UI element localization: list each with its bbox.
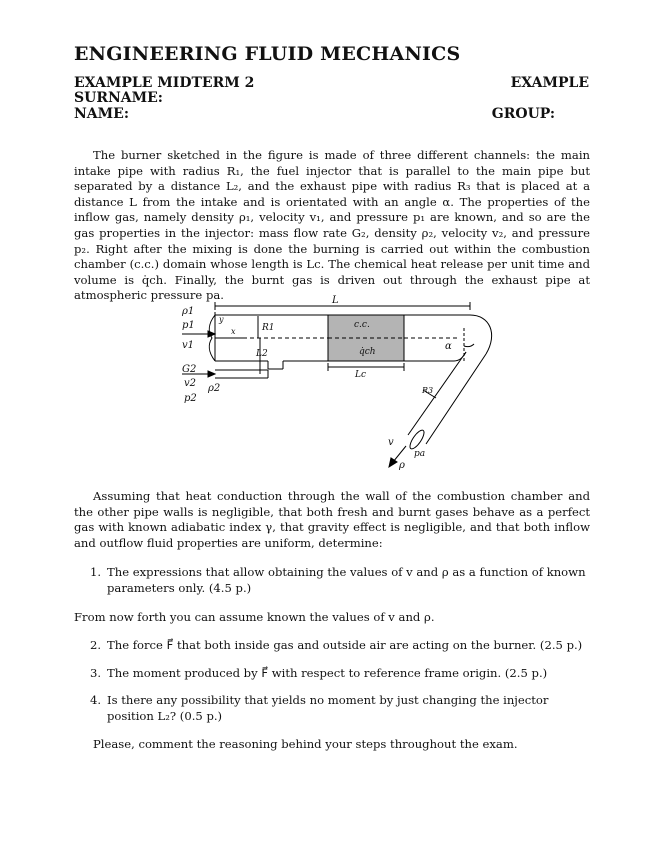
surname-label: SURNAME: [74, 90, 163, 106]
example-label: EXAMPLE [510, 75, 589, 91]
question-4 [90, 693, 590, 724]
question-1-number: 1. [90, 565, 102, 579]
burner-figure [168, 294, 513, 474]
question-4-number: 4. [90, 693, 102, 707]
question-3-number: 3. [90, 666, 102, 680]
label-v2: v2 [184, 378, 197, 389]
label-alpha: α [445, 341, 452, 352]
question-2-text: The force F⃗ that both inside gas and outside air are acting on the burner. (2.5 p.) [107, 638, 583, 652]
label-qch: q̇ch [359, 347, 376, 357]
label-cc: c.c. [354, 320, 370, 330]
question-3 [90, 666, 590, 682]
question-3-text: The moment produced by F⃗ with respect to reference frame origin. (2.5 p.) [107, 666, 548, 680]
label-Lc: Lc [355, 370, 367, 380]
label-rho1: ρ1 [182, 306, 195, 317]
label-R3: R3 [422, 386, 434, 395]
label-L: L [332, 295, 339, 306]
label-p2: p2 [184, 393, 197, 404]
label-y: y [219, 315, 224, 324]
label-x: x [231, 327, 236, 336]
assumption-note: From now forth you can assume known the values of v and ρ. [74, 610, 435, 624]
label-pa: pa [414, 449, 426, 459]
document-title: ENGINEERING FLUID MECHANICS [74, 43, 461, 65]
label-G2: G2 [182, 364, 197, 375]
question-1-text: The expressions that allow obtaining the values of v and ρ as a function of known parameters only. (4.5 p.) [107, 565, 586, 595]
label-v1: v1 [182, 340, 195, 351]
group-label: GROUP: [491, 106, 555, 122]
question-2-number: 2. [90, 638, 102, 652]
closing-note: Please, comment the reasoning behind your steps throughout the exam. [93, 737, 518, 751]
label-rho2: ρ2 [208, 383, 221, 394]
label-L2: L2 [256, 349, 268, 359]
label-v: v [388, 437, 394, 448]
label-R1: R1 [262, 323, 275, 333]
problem-statement: The burner sketched in the figure is made of three different channels: the main intake pipe with radius R₁, the fuel injector that is parallel to the main pipe but separated by a distance L₂, and the exhaust pipe with radius R₃ that is placed at a distance L from the intake and is orientated with an angle α. The properties of the inflow gas, namely density ρ₁, velocity v₁, and pressure p₁ are known, and so are the gas properties in the injector: mass flow rate G₂, density ρ₂, velocity v₂, and pressure p₂. Right after the mixing is done the burning is carried out within the combustion chamber (c.c.) domain whose length is Lc. The chemical heat release per unit time and volume is q̇ch. Finally, the burnt gas is driven out through the exhaust pipe at atmospheric pressure pa. [74, 148, 590, 303]
question-1 [90, 565, 590, 596]
question-2 [90, 638, 590, 654]
label-rho: ρ [399, 460, 405, 471]
assumptions-paragraph: Assuming that heat conduction through the wall of the combustion chamber and the other pipe walls is negligible, that both fresh and burnt gases behave as a perfect gas with known adiabatic index γ, that gravity effect is negligible, and that both inflow and outflow fluid properties are uniform, determine: [74, 489, 590, 550]
midterm-label: EXAMPLE MIDTERM 2 [74, 75, 255, 91]
question-4-text: Is there any possibility that yields no moment by just changing the injector position L₂? (0.5 p.) [107, 693, 549, 723]
label-p1: p1 [182, 320, 195, 331]
name-label: NAME: [74, 106, 129, 122]
